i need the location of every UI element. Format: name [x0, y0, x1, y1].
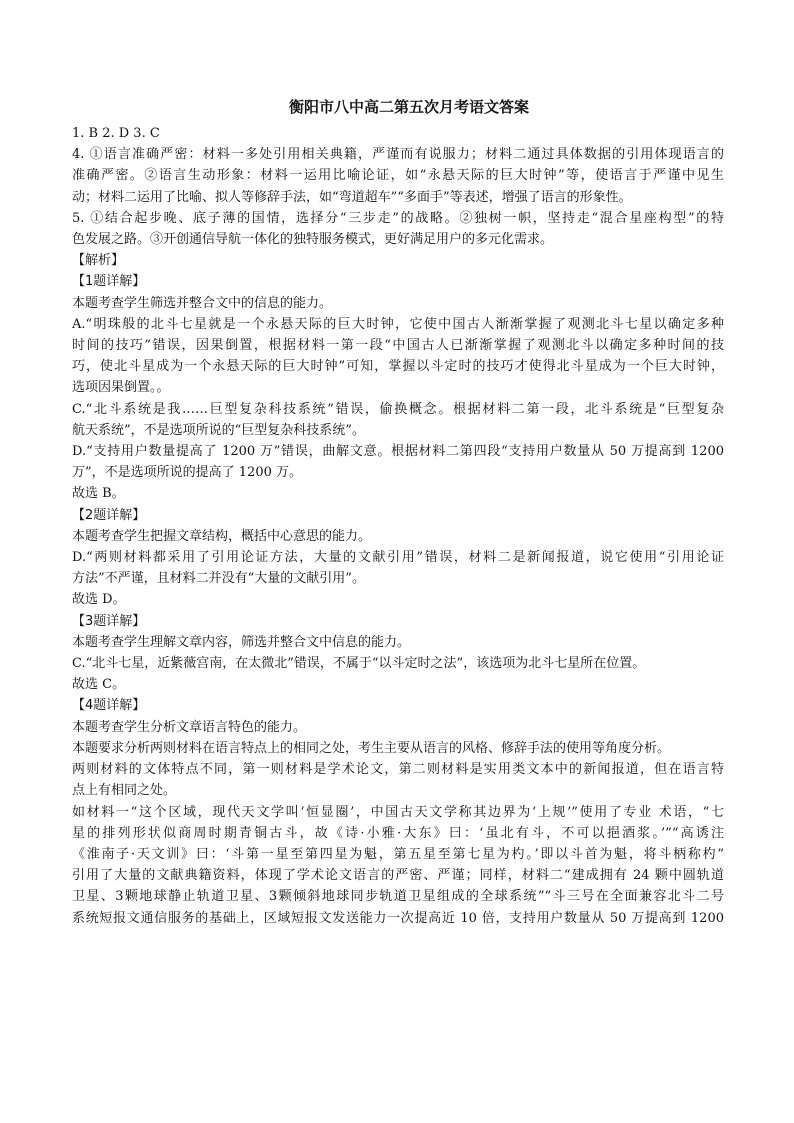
- text-line: 方法”不严谨，且材料二并没有“大量的文献引用”。: [72, 571, 365, 587]
- text-line: 点上有相同之处。: [72, 783, 177, 799]
- text-line: 两则材料的文体特点不同，第一则材料是学术论文，第二则材料是实用类文本中的新闻报道，但在语言特: [72, 762, 724, 778]
- text-line: 故选 C。: [72, 677, 126, 693]
- text-line: D.“两则材料都采用了引用论证方法，大量的文献引用”错误，材料二是新闻报道，说它使用“引用论证: [72, 550, 724, 566]
- document-title: 衡阳市八中高二第五次月考语文答案: [288, 98, 529, 116]
- text-line: 动；材料二运用了比喻、拟人等修辞手法，如“弯道超车”“多面手”等表述，增强了语言的形象性。: [72, 189, 632, 205]
- text-line: 卫星、3颗地球静止轨道卫星、3颗倾斜地球同步轨道卫星组成的全球系统”“斗三号在全面兼容北斗二号: [72, 889, 724, 905]
- text-line: 系统短报文通信服务的基础上，区域短报文发送能力一次提高近 10 倍，支持用户数量从 50 万提高到 1200: [72, 910, 724, 926]
- text-line: 故选 B。: [72, 486, 125, 502]
- text-line: 选项因果倒置。。: [72, 380, 170, 396]
- answer-document: [72, 97, 724, 929]
- section-heading: 【3题详解】: [72, 613, 146, 629]
- section-heading: 【4题详解】: [72, 698, 146, 714]
- section-heading: 【2题详解】: [72, 507, 146, 523]
- text-line: 准确严密。②语言生动形象：材料一运用比喻论证，如“永悬天际的巨大时钟”等，使语言于严谨中见生: [72, 168, 724, 184]
- text-line: C.“北斗系统是我……巨型复杂科技系统”错误，偷换概念。根据材料二第一段，北斗系统是“巨型复杂: [72, 401, 724, 417]
- text-line: 4. ①语言准确严密：材料一多处引用相关典籍，严谨而有说服力；材料二通过具体数据的引用体现语言的: [72, 147, 724, 163]
- text-line: D.“支持用户数量提高了 1200 万”错误，曲解文意。根据材料二第四段“支持用户数量从 50 万提高到 1200: [72, 444, 724, 460]
- text-line: 万”，不是选项所说的提高了 1200 万。: [72, 465, 302, 481]
- document-body: [72, 123, 724, 929]
- text-line: 本题要求分析两则材料在语言特点上的相同之处，考生主要从语言的风格、修辞手法的使用等角度分析。: [72, 740, 671, 756]
- text-line: 故选 D。: [72, 592, 126, 608]
- text-line: 如材料一“这个区域，现代天文学叫‘恒显圈’，中国古天文学称其边界为‘上规’”使用了专业 术语，“七: [72, 804, 724, 820]
- text-line: 本题考查学生把握文章结构，概括中心意思的能力。: [72, 528, 372, 544]
- text-line: 本题考查学生分析文章语言特色的能力。: [72, 719, 307, 735]
- text-line: 航天系统”，不是选项所说的“巨型复杂科技系统”。: [72, 422, 365, 438]
- text-line: 色发展之路。③开创通信导航一体化的独特服务模式，更好满足用户的多元化需求。: [72, 232, 554, 248]
- text-line: 《淮南子·天文训》曰：‘斗第一星至第四星为魁，第五星至第七星为杓。’即以斗首为魁，将斗柄称杓”: [72, 846, 724, 862]
- text-line: A.“明珠般的北斗七星就是一个永悬天际的巨大时钟，它使中国古人渐渐掌握了观测北斗七星以确定多种: [72, 316, 724, 332]
- text-line: 时间的技巧”错误，因果倒置，根据材料一第一段“中国古人已渐渐掌握了观测北斗以确定多种时间的技: [72, 338, 724, 354]
- section-heading: 【1题详解】: [72, 274, 146, 290]
- text-line: 1. B 2. D 3. C: [72, 126, 160, 141]
- text-line: 5. ①结合起步晚、底子薄的国情，选择分“三步走”的战略。②独树一帜，坚持走“混合星座构型”的特: [72, 210, 724, 226]
- text-line: 本题考查学生理解文章内容，筛选并整合文中信息的能力。: [72, 634, 411, 650]
- section-heading: 【解析】: [72, 253, 125, 269]
- text-line: 星的排列形状似商周时期青铜古斗，故《诗·小雅·大东》曰：‘虽北有斗，不可以挹酒浆。’”“高诱注: [72, 825, 724, 841]
- text-line: 引用了大量的文献典籍资料，体现了学术论文语言的严密、严谨；同样，材料二“建成拥有 24 颗中圆轨道: [72, 868, 724, 884]
- text-line: 巧，使北斗星成为一个永悬天际的巨大时钟”可知，掌握以斗定时的技巧才使得北斗星成为一个巨大时钟，: [72, 359, 724, 375]
- text-line: C.“北斗七星，近紫薇宫南，在太微北”错误，不属于“以斗定时之法”，该选项为北斗七星所在位置。: [72, 656, 646, 672]
- text-line: 本题考查学生筛选并整合文中的信息的能力。: [72, 295, 333, 311]
